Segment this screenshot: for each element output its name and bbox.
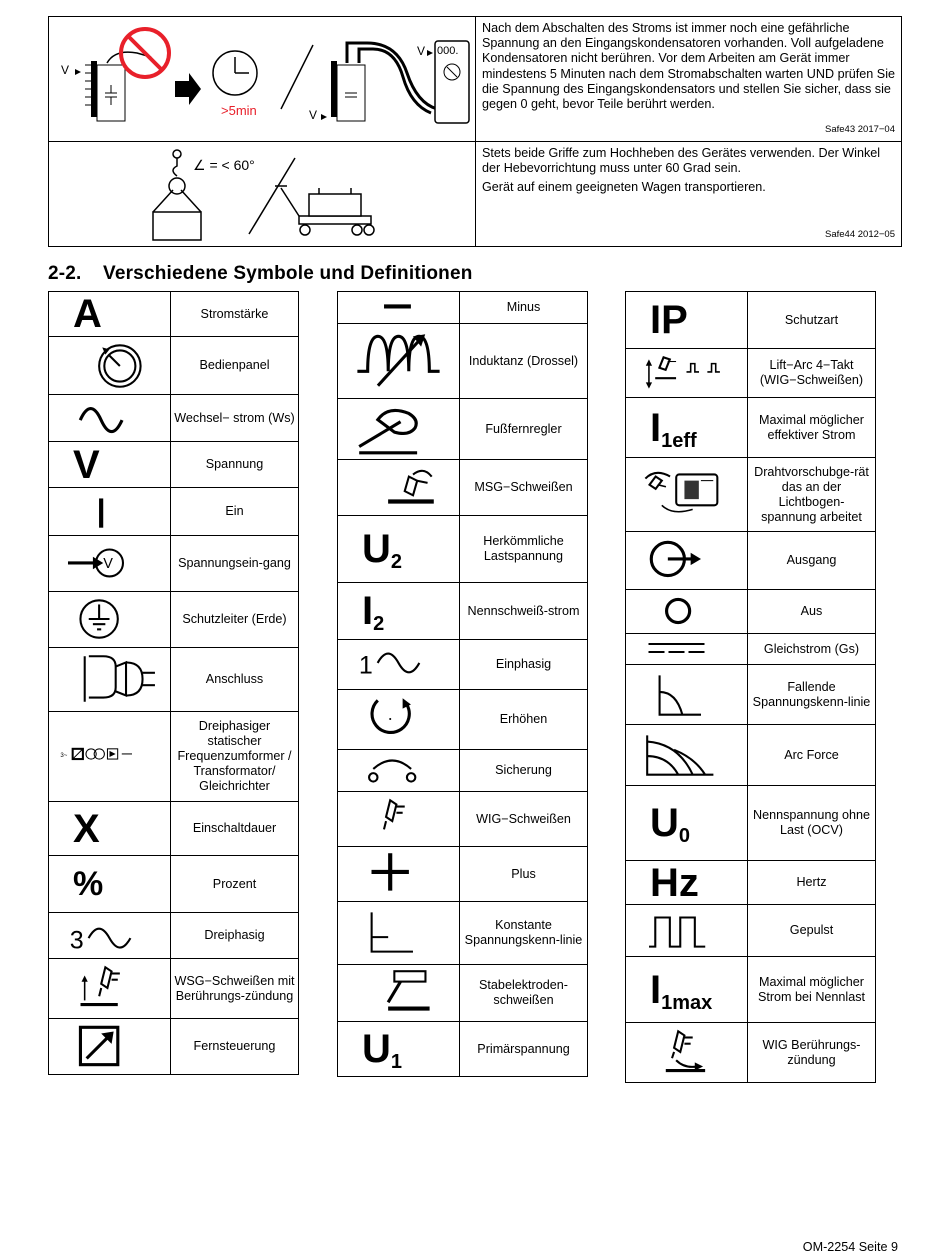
symbol-label: WIG−Schweißen xyxy=(460,792,588,847)
symbol-label: Stromstärke xyxy=(171,292,299,337)
symbol-row xyxy=(338,1022,588,1077)
symbol-label: Einphasig xyxy=(460,640,588,690)
u1-symbol xyxy=(362,1027,403,1073)
fuse-icon xyxy=(338,750,459,791)
symbol-label: Primärspannung xyxy=(460,1022,588,1077)
symbol-label: Wechsel− strom (Ws) xyxy=(171,395,299,442)
cv-curve-icon xyxy=(338,902,459,964)
symbol-row xyxy=(338,847,588,902)
symbol-label: Nennschweiß-strom xyxy=(460,583,588,640)
symbol-label: Dreiphasiger statischer Frequenzumformer / Transformator/ Gleichrichter xyxy=(171,712,299,802)
symbol-row xyxy=(49,712,299,802)
tig-scratch-icon xyxy=(626,1023,747,1082)
symbol-cell xyxy=(49,712,171,802)
symbol-row xyxy=(49,959,299,1019)
u2-symbol xyxy=(362,527,403,573)
symbol-row xyxy=(338,690,588,750)
capacitor-warning-icon xyxy=(49,17,475,141)
ground-icon xyxy=(49,592,170,647)
symbol-cell xyxy=(626,786,748,861)
symbol-row xyxy=(49,648,299,712)
i2-symbol xyxy=(362,589,385,635)
i1eff-symbol xyxy=(650,405,697,452)
symbol-glyph: I xyxy=(362,589,374,633)
symbol-cell xyxy=(626,398,748,458)
symbol-label: Anschluss xyxy=(171,648,299,712)
symbol-glyph: U xyxy=(362,1027,391,1071)
symbol-label: Fußfernregler xyxy=(460,399,588,460)
off-circle-icon xyxy=(626,590,747,633)
symbol-cell xyxy=(49,802,171,856)
symbol-label: WSG−Schweißen mit Berührungs-zündung xyxy=(171,959,299,1019)
symbol-row xyxy=(49,856,299,913)
symbol-cell xyxy=(49,337,171,395)
symbol-label: Lift−Arc 4−Takt (WIG−Schweißen) xyxy=(748,349,876,398)
stick-electrode-icon xyxy=(338,965,459,1021)
symbol-cell xyxy=(626,532,748,590)
symbol-cell xyxy=(49,1019,171,1075)
symbol-row xyxy=(626,725,876,786)
symbol-label: Erhöhen xyxy=(460,690,588,750)
symbol-label: Aus xyxy=(748,590,876,634)
control-panel-icon xyxy=(49,337,170,394)
symbol-label: Sicherung xyxy=(460,750,588,792)
symbol-row xyxy=(49,592,299,648)
plug-icon xyxy=(49,648,170,711)
symbol-cell xyxy=(49,959,171,1019)
increase-icon xyxy=(338,690,459,749)
safety-code: Safe44 2012−05 xyxy=(825,228,895,240)
symbol-label: Schutzleiter (Erde) xyxy=(171,592,299,648)
symbol-cell xyxy=(626,590,748,634)
symbol-label: Nennspannung ohne Last (OCV) xyxy=(748,786,876,861)
arc-force-icon xyxy=(626,725,747,785)
symbol-cell xyxy=(338,1022,460,1077)
angle-label: ∠ = < 60° xyxy=(193,157,255,173)
symbol-row xyxy=(626,905,876,957)
voltage-input-icon xyxy=(49,536,170,591)
symbol-label: Ein xyxy=(171,488,299,536)
symbol-row xyxy=(49,442,299,488)
symbol-cell xyxy=(626,1023,748,1083)
symbol-glyph: V xyxy=(73,442,100,487)
symbol-label: Induktanz (Drossel) xyxy=(460,324,588,399)
symbol-label: Fernsteuerung xyxy=(171,1019,299,1075)
symbol-glyph: X xyxy=(73,806,100,851)
symbol-cell xyxy=(626,905,748,957)
symbol-cell xyxy=(338,750,460,792)
symbol-label: Drahtvorschubge-rät das an der Lichtbogen-spannung arbeitet xyxy=(748,458,876,532)
lifting-warning-paragraph-1: Stets beide Griffe zum Hochheben des Gerätes verwenden. Der Winkel der Hebevorrichtung muss unter 60 Grad sein. xyxy=(482,146,881,176)
drooping-curve-icon xyxy=(626,665,747,724)
lifting-warning-picture xyxy=(49,142,476,247)
symbol-row xyxy=(49,802,299,856)
symbol-label: Herkömmliche Lastspannung xyxy=(460,516,588,583)
safety-table xyxy=(48,16,902,247)
symbol-subscript: 1 xyxy=(390,1051,403,1073)
symbol-label: Konstante Spannungskenn-linie xyxy=(460,902,588,965)
symbol-row xyxy=(338,583,588,640)
symbol-table-3 xyxy=(625,291,876,1083)
symbol-label: Hertz xyxy=(748,861,876,905)
symbol-row xyxy=(338,460,588,516)
symbol-row xyxy=(626,1023,876,1083)
safety-row-capacitor xyxy=(49,17,902,142)
i1max-symbol xyxy=(650,967,713,1014)
symbol-label: Ausgang xyxy=(748,532,876,590)
symbol-cell xyxy=(49,536,171,592)
symbol-glyph: I xyxy=(650,967,662,1012)
symbol-glyph: U xyxy=(362,527,391,571)
symbol-label: Arc Force xyxy=(748,725,876,786)
symbol-row xyxy=(626,532,876,590)
symbol-glyph: U xyxy=(650,801,679,845)
symbol-row xyxy=(338,399,588,460)
svg-text:V: V xyxy=(103,556,113,573)
capacitor-warning-paragraph: Nach dem Abschalten des Stroms ist immer noch eine gefährliche Spannung an den Eingangskondensatoren vorhanden. Voll aufgeladene Kondensatoren nicht berühren. Vor dem Arbeiten am Gerät immer mindestens 5 Minuten nach dem Stromabschalten warten UND prüfen Sie die Spannung des Eingangskondensators und stellen Sie sicher, dass sie gegen 0 geht, bevor Teile berührt werden. xyxy=(482,21,896,112)
svg-text:3: 3 xyxy=(69,926,84,955)
symbol-cell xyxy=(338,516,460,583)
symbol-glyph: Hz xyxy=(650,860,699,905)
v-label-2: V xyxy=(309,108,318,122)
inductance-icon xyxy=(338,324,459,398)
symbol-glyph: I xyxy=(650,405,662,450)
symbol-row xyxy=(338,292,588,324)
symbol-row xyxy=(338,324,588,399)
three-phase-icon xyxy=(49,913,170,958)
symbol-cell xyxy=(338,399,460,460)
symbol-label: Schutzart xyxy=(748,292,876,349)
pulse-icon xyxy=(626,905,747,956)
output-icon xyxy=(626,532,747,589)
section-title: Verschiedene Symbole und Definitionen xyxy=(103,263,473,284)
symbol-row xyxy=(49,913,299,959)
symbol-cell xyxy=(338,847,460,902)
symbol-label: Gepulst xyxy=(748,905,876,957)
plus-icon xyxy=(338,847,459,901)
foot-control-icon xyxy=(338,399,459,459)
symbol-row xyxy=(626,590,876,634)
hz-symbol xyxy=(650,860,699,905)
symbol-table-2 xyxy=(337,291,588,1077)
symbol-cell xyxy=(626,725,748,786)
symbol-row xyxy=(49,292,299,337)
symbol-row xyxy=(626,861,876,905)
symbol-cell xyxy=(49,913,171,959)
minus-icon xyxy=(338,292,459,323)
symbol-label: Maximal möglicher effektiver Strom xyxy=(748,398,876,458)
letter-v xyxy=(73,442,100,487)
on-line-icon xyxy=(49,488,170,535)
letter-x xyxy=(73,806,100,851)
symbol-label: Gleichstrom (Gs) xyxy=(748,634,876,665)
symbol-row xyxy=(49,337,299,395)
symbol-cell xyxy=(338,965,460,1022)
symbol-cell xyxy=(338,690,460,750)
ip-symbol xyxy=(650,300,688,340)
section-heading xyxy=(48,263,473,285)
symbol-cell xyxy=(49,442,171,488)
symbol-subscript: 1eff xyxy=(661,429,697,452)
symbol-cell xyxy=(338,583,460,640)
symbol-cell xyxy=(49,856,171,913)
symbol-cell xyxy=(49,592,171,648)
u0-symbol xyxy=(650,801,691,847)
symbol-row xyxy=(626,458,876,532)
symbol-cell xyxy=(49,648,171,712)
symbol-label: Minus xyxy=(460,292,588,324)
symbol-subscript: 2 xyxy=(373,613,385,635)
symbol-label: Dreiphasig xyxy=(171,913,299,959)
tig-touch-icon xyxy=(49,959,170,1018)
letter-a xyxy=(73,294,102,334)
symbol-label: Einschaltdauer xyxy=(171,802,299,856)
symbol-cell xyxy=(626,634,748,665)
svg-text:3~: 3~ xyxy=(60,752,68,760)
symbol-label: WIG Berührungs-zündung xyxy=(748,1023,876,1083)
lifting-warning-paragraph-2: Gerät auf einem geeigneten Wagen transportieren. xyxy=(482,180,766,195)
symbol-cell xyxy=(338,292,460,324)
symbol-label: Maximal möglicher Strom bei Nennlast xyxy=(748,957,876,1023)
symbol-row xyxy=(338,792,588,847)
lifting-warning-icon xyxy=(49,142,475,246)
percent-sign xyxy=(73,867,103,901)
symbol-cell xyxy=(626,665,748,725)
symbol-cell xyxy=(338,640,460,690)
page-footer: OM-2254 Seite 9 xyxy=(802,1240,898,1254)
symbol-cell xyxy=(626,957,748,1023)
symbol-cell xyxy=(338,902,460,965)
symbol-cell xyxy=(49,292,171,337)
symbol-label: Bedienpanel xyxy=(171,337,299,395)
safety-row-lifting xyxy=(49,142,902,247)
symbol-table-1 xyxy=(48,291,299,1075)
remote-icon xyxy=(49,1019,170,1074)
lifting-warning-text xyxy=(476,142,902,247)
symbol-label: Spannungsein-gang xyxy=(171,536,299,592)
ac-sine-icon xyxy=(49,395,170,441)
symbol-row xyxy=(626,349,876,398)
symbol-row xyxy=(626,786,876,861)
lift-arc-icon xyxy=(626,349,747,397)
symbol-cell xyxy=(626,349,748,398)
symbol-row xyxy=(626,398,876,458)
symbol-label: Plus xyxy=(460,847,588,902)
v-label-3: V xyxy=(417,44,426,58)
symbol-glyph: % xyxy=(73,865,104,903)
symbol-cell xyxy=(49,395,171,442)
inverter-chain-icon xyxy=(49,712,170,801)
symbol-cell xyxy=(338,324,460,399)
capacitor-warning-picture xyxy=(49,17,476,142)
single-phase-icon xyxy=(338,640,459,689)
symbol-label: MSG−Schweißen xyxy=(460,460,588,516)
section-number: 2-2. xyxy=(48,263,82,284)
mig-gun-icon xyxy=(338,460,459,515)
symbol-row xyxy=(49,488,299,536)
symbol-label: Prozent xyxy=(171,856,299,913)
symbol-row xyxy=(338,965,588,1022)
symbol-row xyxy=(338,902,588,965)
symbol-glyph: IP xyxy=(650,298,688,342)
meter-reading: 000. xyxy=(437,45,459,57)
symbol-row xyxy=(338,516,588,583)
symbol-row xyxy=(338,750,588,792)
capacitor-warning-text xyxy=(476,17,902,142)
symbol-subscript: 0 xyxy=(678,825,691,847)
symbol-row xyxy=(626,665,876,725)
tig-torch-icon xyxy=(338,792,459,846)
safety-code: Safe43 2017−04 xyxy=(825,123,895,135)
symbol-row xyxy=(49,395,299,442)
symbol-row xyxy=(626,957,876,1023)
symbol-cell xyxy=(626,861,748,905)
symbol-subscript: 2 xyxy=(390,551,403,573)
symbol-row xyxy=(626,292,876,349)
time-label: >5min xyxy=(221,103,257,118)
symbol-row xyxy=(49,1019,299,1075)
symbol-cell xyxy=(626,292,748,349)
wire-feeder-icon xyxy=(626,458,747,531)
v-label-1: V xyxy=(61,63,70,77)
symbol-label: Fallende Spannungskenn-linie xyxy=(748,665,876,725)
svg-text:1: 1 xyxy=(358,651,373,680)
symbol-label: Stabelektroden-schweißen xyxy=(460,965,588,1022)
symbol-subscript: 1max xyxy=(661,991,713,1014)
symbol-cell xyxy=(338,460,460,516)
symbol-row xyxy=(338,640,588,690)
symbol-cell xyxy=(49,488,171,536)
symbol-row xyxy=(49,536,299,592)
symbol-label: Spannung xyxy=(171,442,299,488)
symbol-row xyxy=(626,634,876,665)
symbol-glyph: A xyxy=(73,292,102,336)
symbol-cell xyxy=(626,458,748,532)
dc-icon xyxy=(626,634,747,664)
symbol-cell xyxy=(338,792,460,847)
